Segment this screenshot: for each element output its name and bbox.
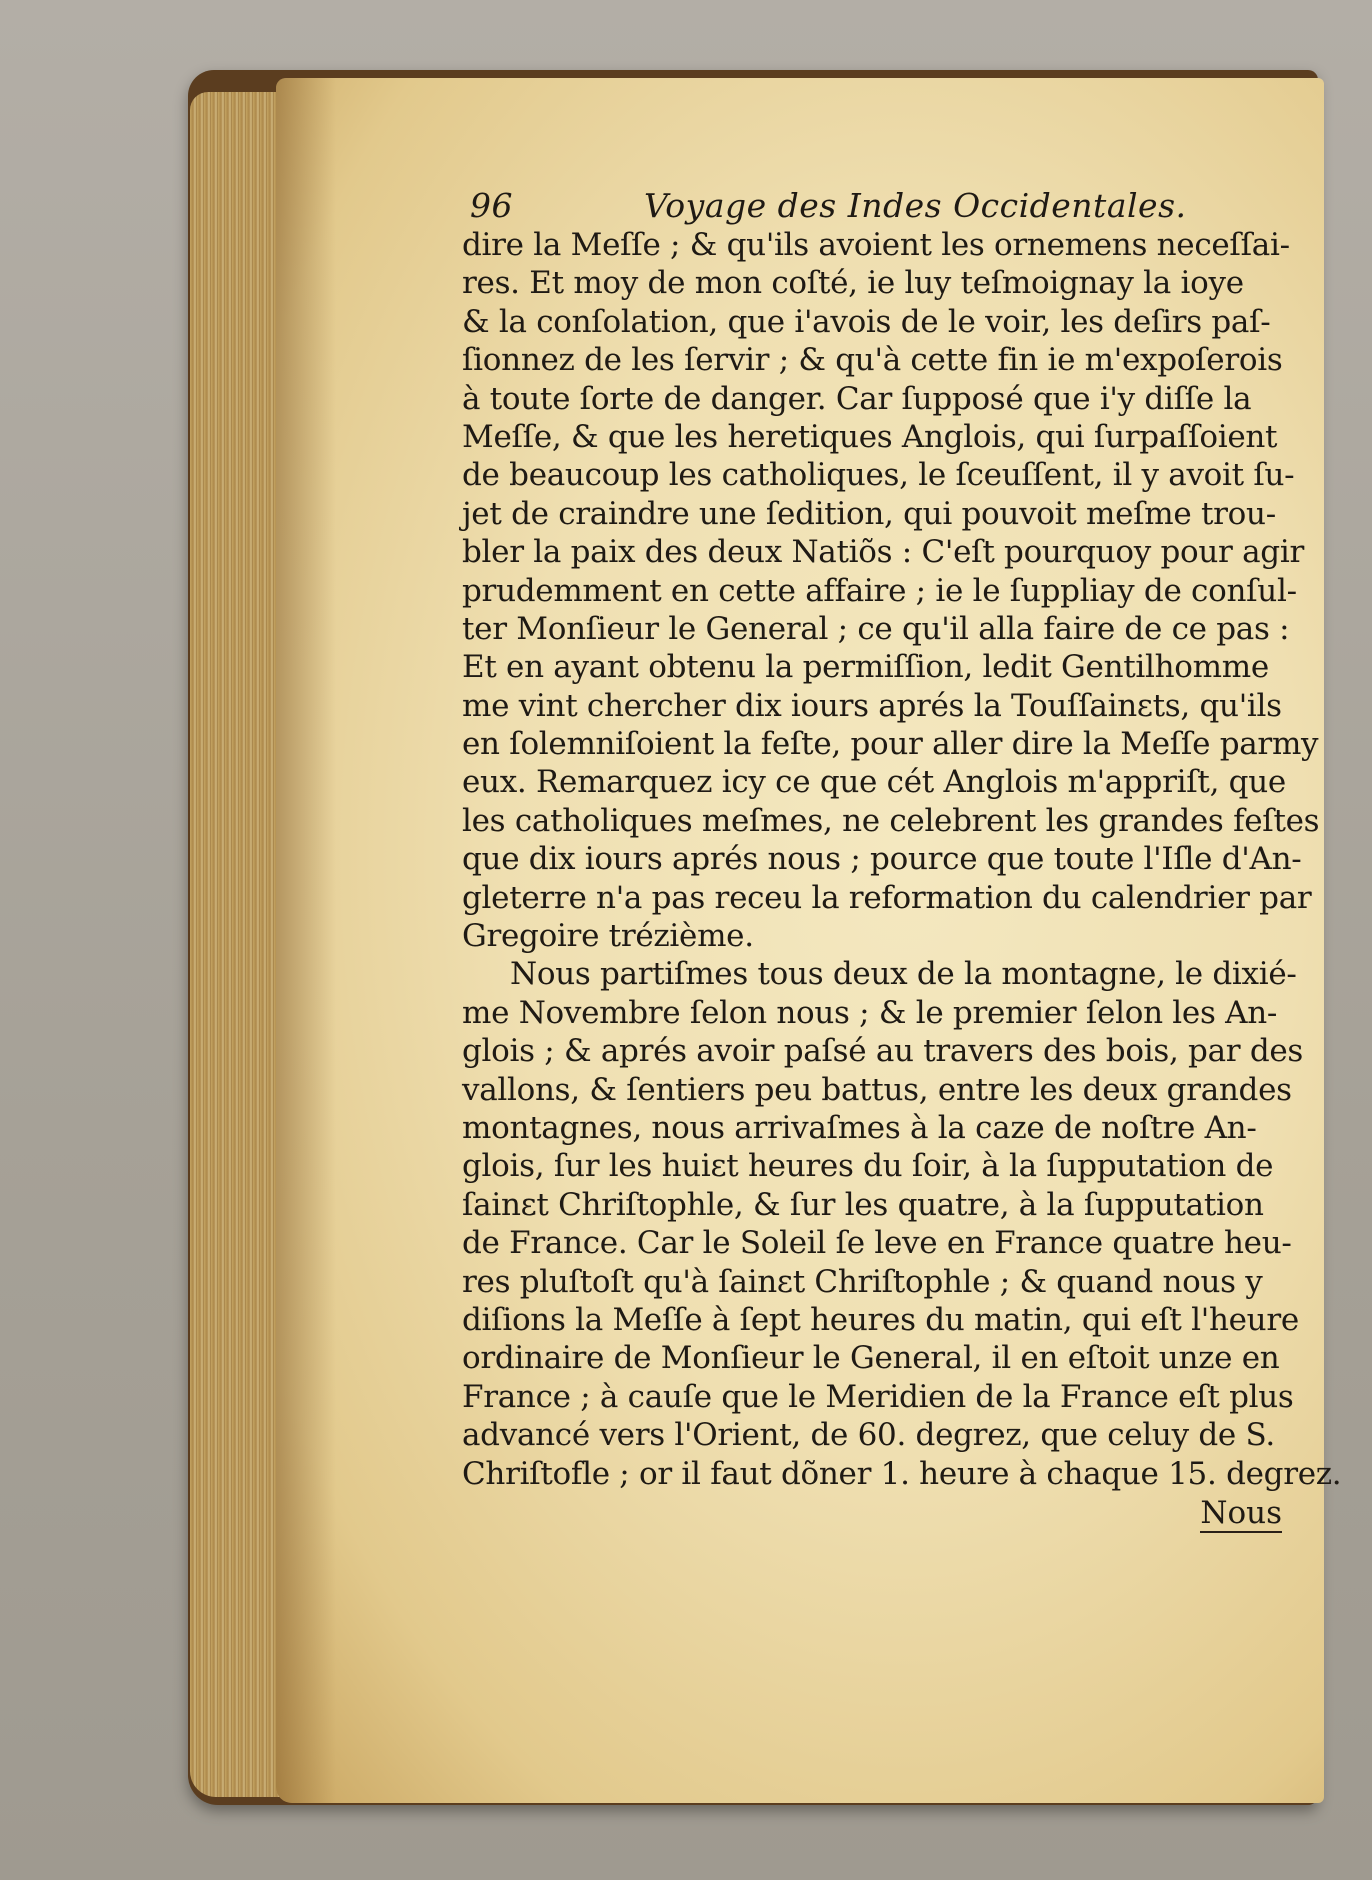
text-line: montagnes, nous arrivaſmes à la caze de noſtre An- <box>462 1109 1257 1146</box>
running-title: Voyage des Indes Occidentales. <box>644 186 1187 225</box>
catchword-text: Nous <box>1200 1494 1282 1531</box>
text-line: res pluſtoſt qu'à ſainɛt Chriſtophle ; & quand nous y <box>462 1263 1263 1300</box>
text-line: glois, ſur les huiɛt heures du ſoir, à la ſupputation de <box>462 1148 1274 1185</box>
text-line: me Novembre ſelon nous ; & le premier ſelon les An- <box>462 994 1278 1031</box>
text-line: bler la paix des deux Natiõs : C'eſt pourquoy pour agir <box>462 534 1304 571</box>
text-line: ſionnez de les ſervir ; & qu'à cette fin ie m'expoſerois <box>462 342 1283 379</box>
text-line: glois ; & aprés avoir paſsé au travers des bois, par des <box>462 1033 1304 1070</box>
text-line: & la conſolation, que i'avois de le voir, les deſirs paſ- <box>462 303 1271 340</box>
text-line: gleterre n'a pas receu la reformation du calendrier par <box>462 879 1312 916</box>
text-line: diſions la Meſſe à ſept heures du matin, qui eſt l'heure <box>462 1301 1299 1338</box>
text-line: Gregoire trézième. <box>462 918 754 955</box>
running-head <box>462 180 1292 226</box>
text-line: à toute ſorte de danger. Car ſupposé que i'y diſſe la <box>462 380 1252 417</box>
text-line: France ; à cauſe que le Meridien de la France eſt plus <box>462 1378 1294 1415</box>
text-line: Meſſe, & que les heretiques Anglois, qui ſurpaſſoient <box>462 418 1278 455</box>
text-line: ſainɛt Chriſtophle, & ſur les quatre, à la ſupputation <box>462 1186 1264 1223</box>
text-line: prudemment en cette affaire ; ie le ſuppliay de conſul- <box>462 572 1297 609</box>
text-line: eux. Remarquez icy ce que cét Anglois m'appriſt, que <box>462 764 1286 801</box>
text-line: de beaucoup les catholiques, le ſceuſſent, il y avoit ſu- <box>462 457 1295 494</box>
text-line: dire la Meſſe ; & qu'ils avoient les ornemens neceſſai- <box>462 227 1290 263</box>
text-line: vallons, & ſentiers peu battus, entre les deux grandes <box>462 1071 1292 1108</box>
text-line: ordinaire de Monſieur le General, il en eſtoit unze en <box>462 1340 1280 1377</box>
text-line: Nous partiſmes tous deux de la montagne, le dixié- <box>510 956 1297 993</box>
catchword <box>462 1493 1292 1533</box>
text-line: que dix iours aprés nous ; pource que toute l'Iſle d'An- <box>462 841 1302 878</box>
text-line: Chriſtofle ; or il faut dõner 1. heure à chaque 15. degrez. <box>462 1455 1342 1492</box>
text-line: me vint chercher dix iours aprés la Touſſainɛts, qu'ils <box>462 687 1282 724</box>
page-number: 96 <box>470 186 513 225</box>
text-line: Et en ayant obtenu la permiſſion, ledit Gentilhomme <box>462 649 1269 686</box>
text-line: ter Monſieur le General ; ce qu'il alla faire de ce pas : <box>462 610 1290 647</box>
text-line: res. Et moy de mon coſté, ie luy teſmoignay la ioye <box>462 265 1244 302</box>
text-line: les catholiques meſmes, ne celebrent les grandes feſtes <box>462 802 1320 839</box>
gutter-shadow <box>276 78 336 1803</box>
text-line: advancé vers l'Orient, de 60. degrez, que celuy de S. <box>462 1417 1275 1454</box>
text-line: en ſolemniſoient la feſte, pour aller dire la Meſſe parmy <box>462 726 1319 763</box>
text-line: jet de craindre une ſedition, qui pouvoit meſme trou- <box>462 495 1276 532</box>
text-line: de France. Car le Soleil ſe leve en France quatre heu- <box>462 1225 1292 1262</box>
page-text <box>462 180 1342 1533</box>
